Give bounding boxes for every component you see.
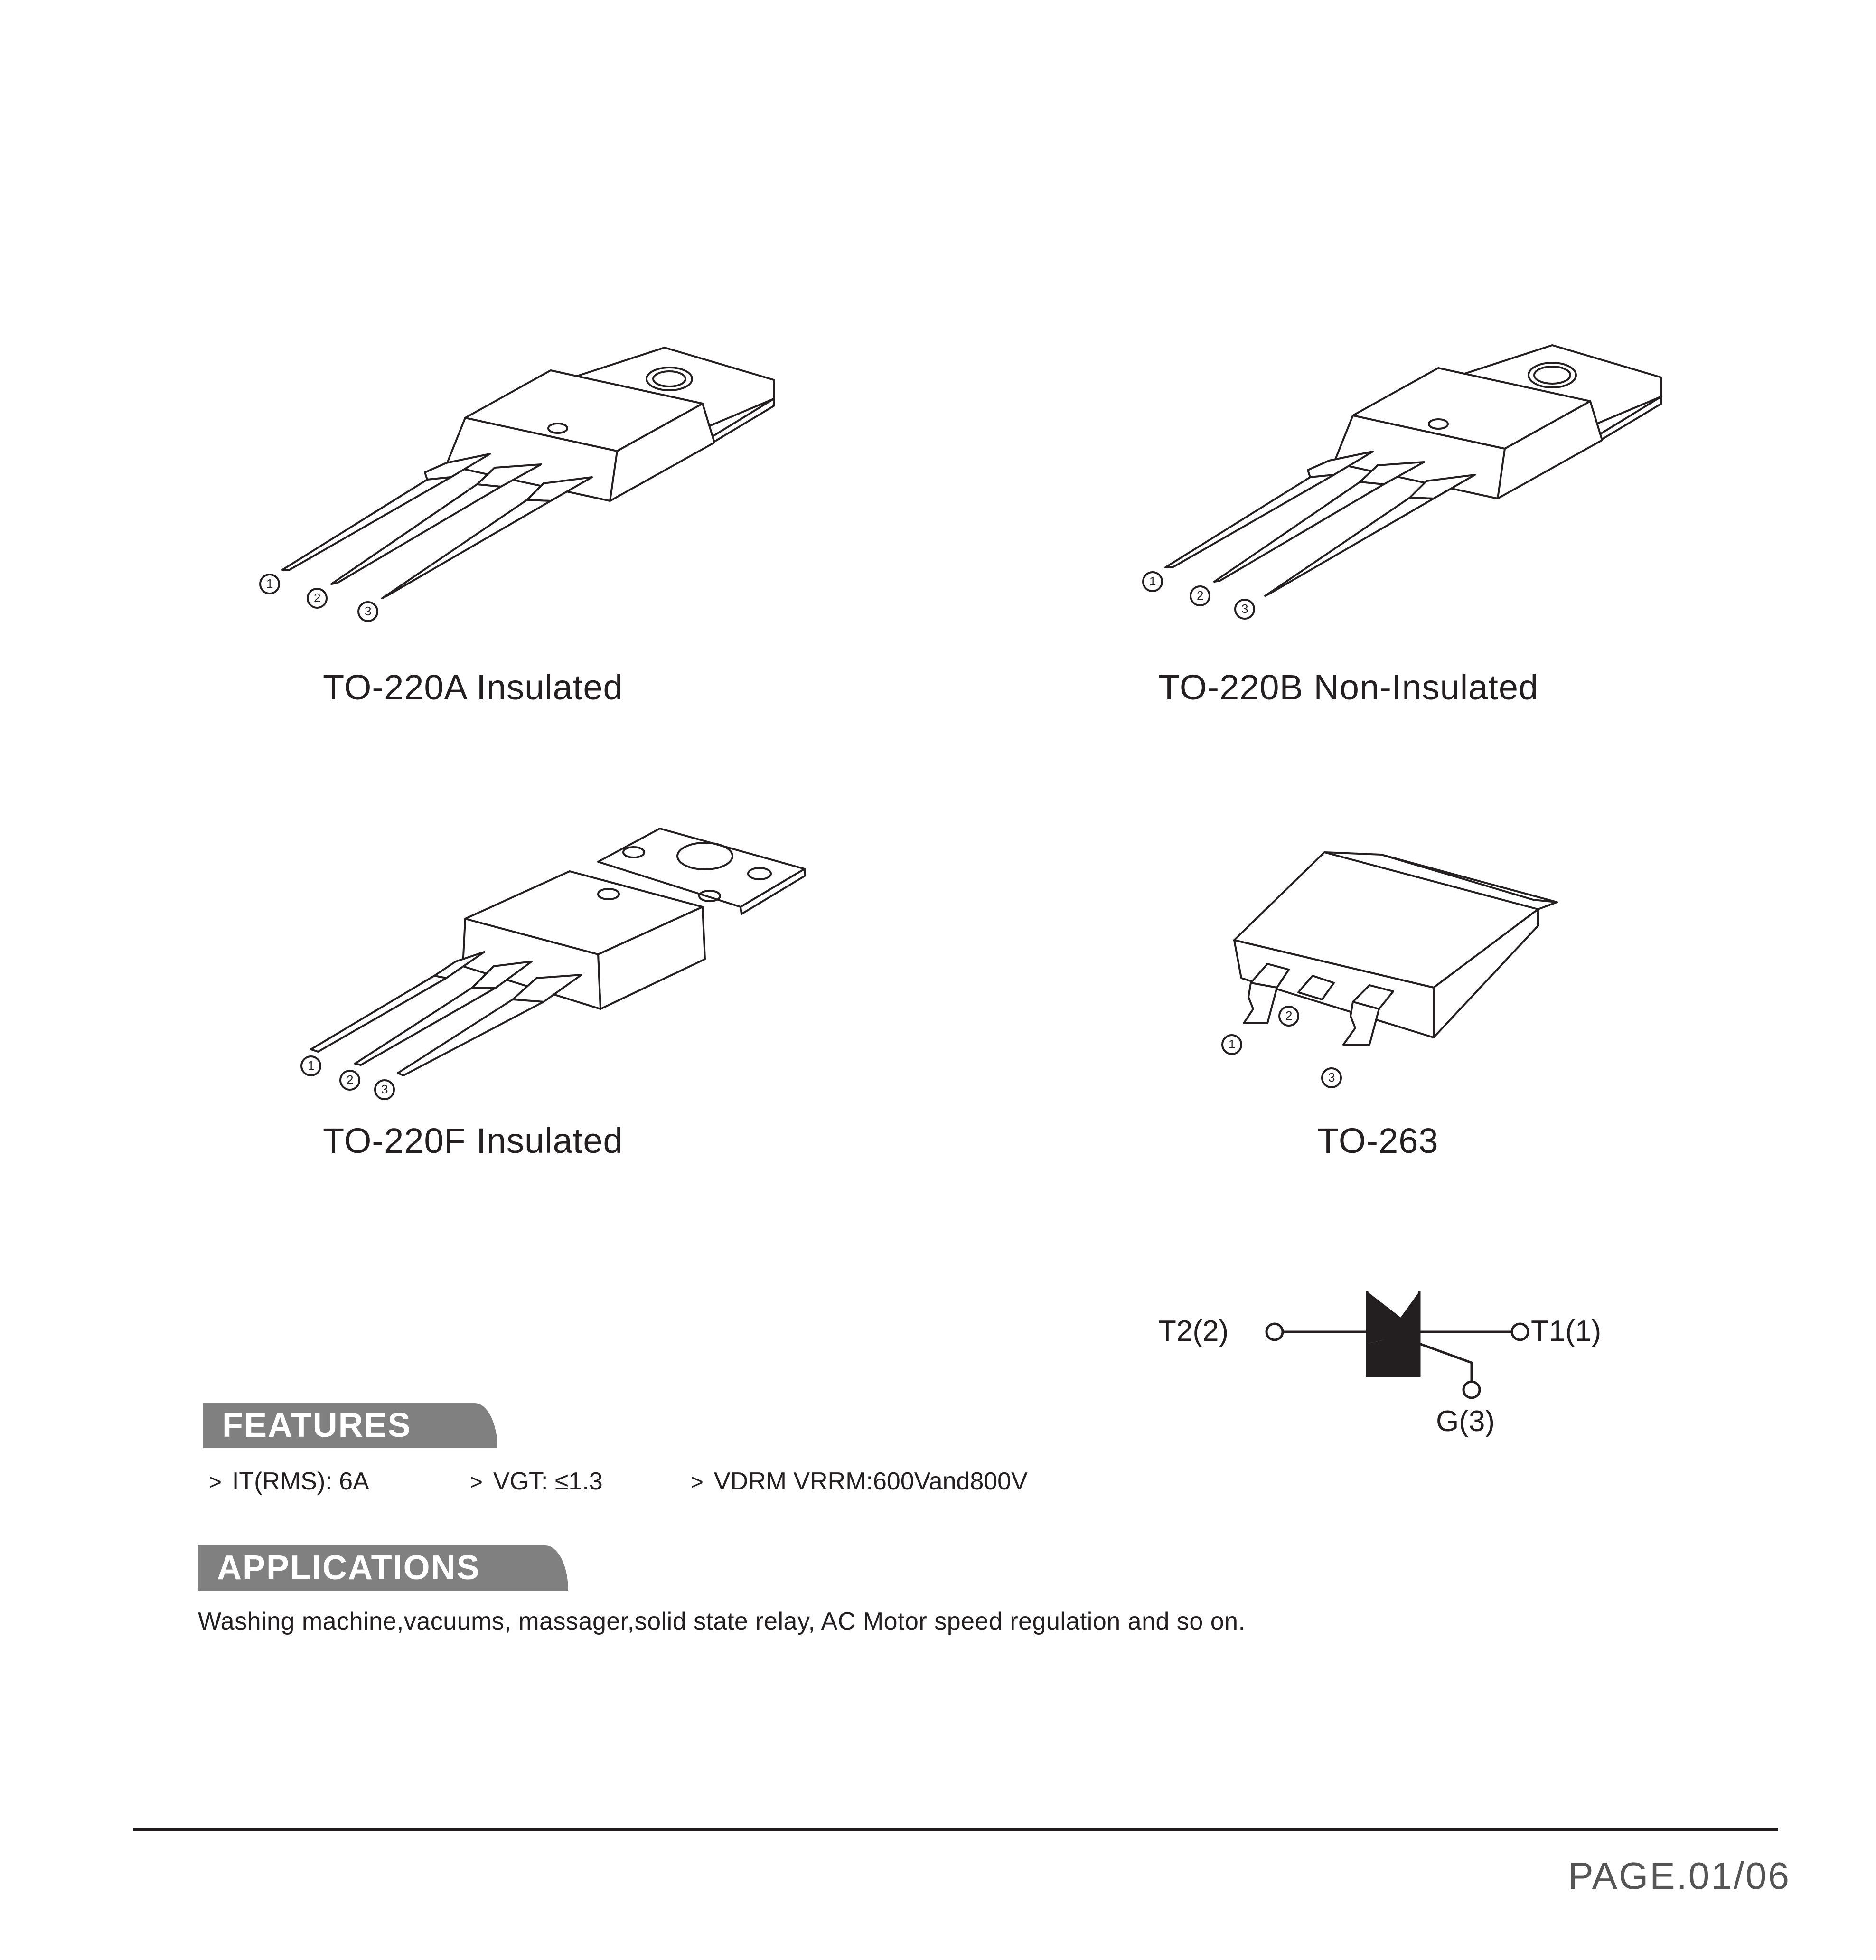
applications-text: Washing machine,vacuums, massager,solid state relay, AC Motor speed regulation and so on.: [198, 1608, 1246, 1635]
applications-heading: APPLICATIONS: [198, 1545, 568, 1591]
package-label-to220a: TO-220A Insulated: [323, 668, 623, 707]
feature-item-it-rms: [209, 1467, 369, 1496]
pin-2-label: 2: [347, 1073, 354, 1087]
package-to220b: [1135, 339, 1704, 643]
package-label-to263: TO-263: [1317, 1121, 1439, 1160]
chevron-right-icon: >: [691, 1470, 704, 1494]
triac-symbol: [1158, 1277, 1652, 1458]
chevron-right-icon: >: [209, 1470, 222, 1494]
pin-2-label: 2: [1285, 1008, 1293, 1023]
pin-3-label: 3: [365, 604, 372, 618]
feature-item-vdrm: [691, 1467, 1028, 1496]
to263-drawing: [1206, 845, 1585, 1102]
package-to263: [1206, 845, 1585, 1102]
to220a-drawing: [247, 342, 816, 646]
pin-2-label: 2: [314, 591, 321, 605]
gate-label: G(3): [1436, 1405, 1495, 1438]
feature-item-text: IT(RMS): 6A: [232, 1468, 369, 1495]
pin-1-label: 1: [1149, 574, 1156, 588]
pin-1-label: 1: [266, 576, 273, 591]
terminal-t2-label: T2(2): [1158, 1315, 1229, 1348]
pin-3-label: 3: [381, 1082, 388, 1096]
package-to220a: [247, 342, 816, 646]
package-label-to220b: TO-220B Non-Insulated: [1158, 668, 1539, 707]
pin-1-label: 1: [1229, 1037, 1236, 1051]
triac-symbol-drawing: [1158, 1277, 1652, 1458]
chevron-right-icon: >: [470, 1470, 483, 1494]
features-heading: FEATURES: [203, 1403, 497, 1448]
to220f-drawing: [285, 824, 831, 1104]
pin-2-label: 2: [1197, 588, 1204, 603]
feature-item-vgt: [470, 1467, 603, 1496]
package-label-to220f: TO-220F Insulated: [323, 1121, 623, 1160]
to220b-drawing: [1135, 339, 1704, 643]
package-to220f: [285, 824, 831, 1104]
feature-item-text: VGT: ≤1.3: [493, 1468, 603, 1495]
pin-3-label: 3: [1241, 602, 1248, 616]
footer-divider: [133, 1828, 1778, 1831]
terminal-t1-label: T1(1): [1531, 1315, 1602, 1348]
pin-3-label: 3: [1328, 1070, 1335, 1084]
page-number: PAGE.01/06: [1568, 1855, 1791, 1897]
feature-item-text: VDRM VRRM:600Vand800V: [713, 1468, 1028, 1495]
pin-1-label: 1: [308, 1058, 315, 1073]
